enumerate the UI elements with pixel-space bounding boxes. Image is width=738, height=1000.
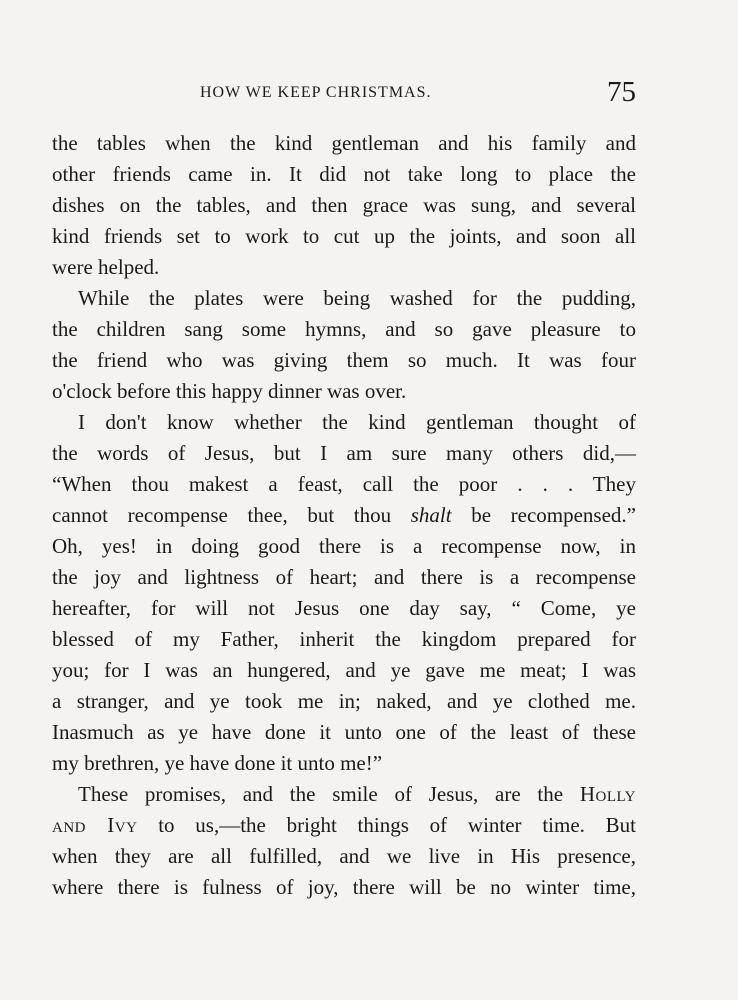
running-title: HOW WE KEEP CHRISTMAS. bbox=[200, 84, 432, 101]
text-line: the joy and lightness of heart; and there is a recompense bbox=[52, 565, 636, 589]
smallcaps-phrase: and Ivy bbox=[52, 813, 138, 837]
text-line: my brethren, ye have done it unto me!” bbox=[52, 751, 383, 775]
text-line: the children sang some hymns, and so gave pleasure to bbox=[52, 317, 636, 341]
text-line: I don't know whether the kind gentleman thought of bbox=[78, 410, 636, 434]
text-line: were helped. bbox=[52, 255, 160, 279]
italic-word: shalt bbox=[410, 503, 452, 527]
text-line: While the plates were being washed for the pudding, bbox=[78, 286, 636, 310]
text-line: where there is fulness of joy, there will be no winter time, bbox=[52, 875, 636, 899]
text-line: other friends came in. It did not take long to place the bbox=[52, 162, 636, 186]
text-fragment: be recompensed.” bbox=[451, 503, 637, 527]
text-line: “When thou makest a feast, call the poor . . . They bbox=[52, 472, 636, 496]
text-line bbox=[52, 810, 636, 841]
text-line: you; for I was an hungered, and ye gave me meat; I was bbox=[52, 658, 636, 682]
text-line: a stranger, and ye took me in; naked, and ye clothed me. bbox=[52, 689, 636, 713]
text-fragment: to us,—the bright things of winter time. But bbox=[158, 813, 636, 837]
smallcaps-phrase: Holly bbox=[579, 782, 636, 806]
text-fragment: These promises, and the smile of Jesus, are the bbox=[78, 782, 580, 806]
text-line: hereafter, for will not Jesus one day say, “ Come, ye bbox=[52, 596, 636, 620]
text-line: the words of Jesus, but I am sure many others did,— bbox=[52, 441, 636, 465]
text-line: the tables when the kind gentleman and his family and bbox=[52, 131, 636, 155]
text-line bbox=[52, 500, 636, 531]
running-head bbox=[52, 76, 636, 112]
text-line: kind friends set to work to cut up the joints, and soon all bbox=[52, 224, 636, 248]
text-line: blessed of my Father, inherit the kingdom prepared for bbox=[52, 627, 636, 651]
text-line bbox=[52, 779, 636, 810]
text-line: the friend who was giving them so much. It was four bbox=[52, 348, 636, 372]
text-line: Oh, yes! in doing good there is a recompense now, in bbox=[52, 534, 636, 558]
body-text bbox=[52, 128, 636, 903]
text-line: when they are all fulfilled, and we live in His presence, bbox=[52, 844, 636, 868]
text-line: dishes on the tables, and then grace was sung, and several bbox=[52, 193, 636, 217]
text-line: Inasmuch as ye have done it unto one of the least of these bbox=[52, 720, 636, 744]
page-number: 75 bbox=[607, 76, 636, 108]
text-line: o'clock before this happy dinner was over. bbox=[52, 379, 407, 403]
text-fragment: cannot recompense thee, but thou bbox=[52, 503, 411, 527]
